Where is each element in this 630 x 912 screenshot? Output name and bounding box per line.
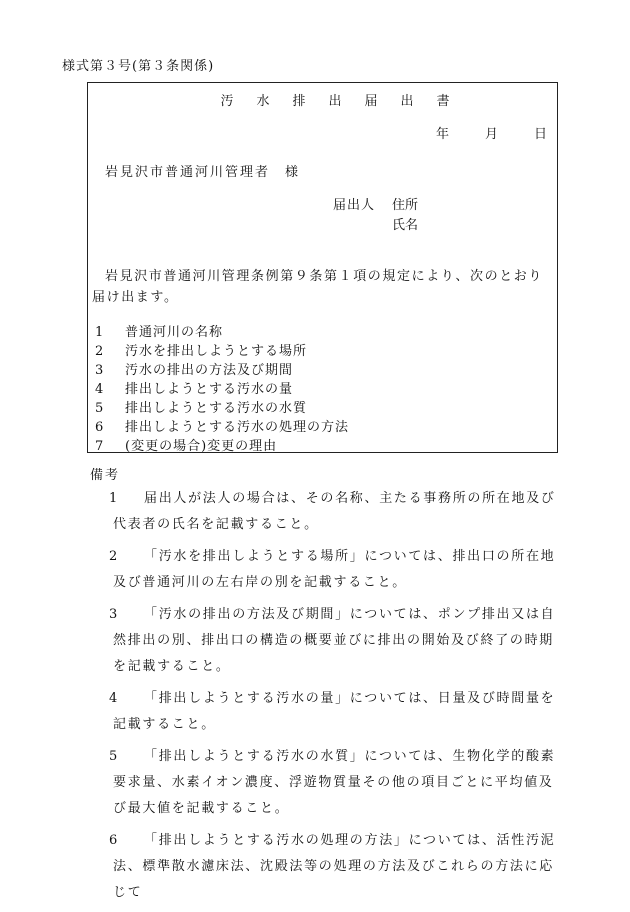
date-month-label: 月 xyxy=(484,127,498,142)
remark-number: 4 xyxy=(109,691,119,706)
title-char: 書 xyxy=(436,94,450,109)
item-text: 汚水を排出しようとする場所 xyxy=(125,344,308,359)
item-text: 排出しようとする汚水の水質 xyxy=(125,401,308,416)
remarks-heading: 備考 xyxy=(90,468,121,483)
remark-item xyxy=(109,828,568,906)
item-number: 3 xyxy=(95,363,105,378)
remark-number: 5 xyxy=(109,749,119,764)
list-item xyxy=(95,380,349,399)
item-text: 汚水の排出の方法及び期間 xyxy=(125,363,294,378)
list-item xyxy=(95,437,349,456)
form-number-label: 様式第３号(第３条関係) xyxy=(62,59,215,74)
item-text: 普通河川の名称 xyxy=(125,325,224,340)
form-box xyxy=(87,82,558,453)
remark-text: 「排出しようとする汚水の水質」については、生物化学的酸素要求量、水素イオン濃度、浮遊物質量その他の項目ごとに平均値及び最大値を記載すること。 xyxy=(113,749,556,816)
title-char: 水 xyxy=(256,94,270,109)
title-char: 出 xyxy=(400,94,414,109)
remark-number: 3 xyxy=(109,607,119,622)
list-item xyxy=(95,418,349,437)
remark-item xyxy=(109,486,568,538)
list-item xyxy=(95,342,349,361)
item-list xyxy=(95,323,349,456)
remark-text: 「汚水を排出しようとする場所」については、排出口の所在地及び普通河川の左右岸の別を記載すること。 xyxy=(113,549,556,590)
remark-number: 6 xyxy=(109,833,119,848)
title-char: 出 xyxy=(328,94,342,109)
remark-item xyxy=(109,686,568,738)
remark-text: 「汚水の排出の方法及び期間」については、ポンプ排出又は自然排出の別、排出口の構造の概要並びに排出の開始及び終了の時期を記載すること。 xyxy=(113,607,556,674)
title-char: 汚 xyxy=(220,94,234,109)
item-number: 1 xyxy=(95,325,105,340)
submitter-block xyxy=(333,194,418,234)
remarks-list xyxy=(109,486,568,912)
item-text: (変更の場合)変更の理由 xyxy=(125,439,278,454)
remark-item xyxy=(109,544,568,596)
date-line xyxy=(400,123,547,142)
remark-item xyxy=(109,744,568,822)
item-number: 2 xyxy=(95,344,105,359)
list-item xyxy=(95,323,349,342)
list-item xyxy=(95,399,349,418)
remark-text: 「排出しようとする汚水の処理の方法」については、活性汚泥法、標準散水濾床法、沈殿法等の処理の方法及びこれらの方法に応じて xyxy=(113,833,556,900)
list-item xyxy=(95,361,349,380)
item-number: 7 xyxy=(95,439,105,454)
item-text: 排出しようとする汚水の処理の方法 xyxy=(125,420,350,435)
title-char: 届 xyxy=(364,94,378,109)
item-number: 5 xyxy=(95,401,105,416)
item-number: 6 xyxy=(95,420,105,435)
submitter-label: 届出人 xyxy=(333,198,376,213)
remark-text: 届出人が法人の場合は、その名称、主たる事務所の所在地及び代表者の氏名を記載すること。 xyxy=(113,491,556,532)
remark-text: 「排出しようとする汚水の量」については、日量及び時間量を記載すること。 xyxy=(113,691,556,732)
date-year-label: 年 xyxy=(435,127,449,142)
remark-item xyxy=(109,602,568,680)
remark-number: 1 xyxy=(109,491,119,506)
statement-text: 岩見沢市普通河川管理条例第９条第１項の規定により、次のとおり届け出ます。 xyxy=(92,269,544,305)
address-label: 住所 xyxy=(392,198,419,213)
item-text: 排出しようとする汚水の量 xyxy=(125,382,294,397)
remark-number: 2 xyxy=(109,549,119,564)
date-day-label: 日 xyxy=(533,127,547,142)
name-label: 氏名 xyxy=(392,218,419,233)
form-title xyxy=(88,90,557,109)
title-char: 排 xyxy=(292,94,306,109)
addressee: 岩見沢市普通河川管理者 様 xyxy=(105,165,301,180)
item-number: 4 xyxy=(95,382,105,397)
